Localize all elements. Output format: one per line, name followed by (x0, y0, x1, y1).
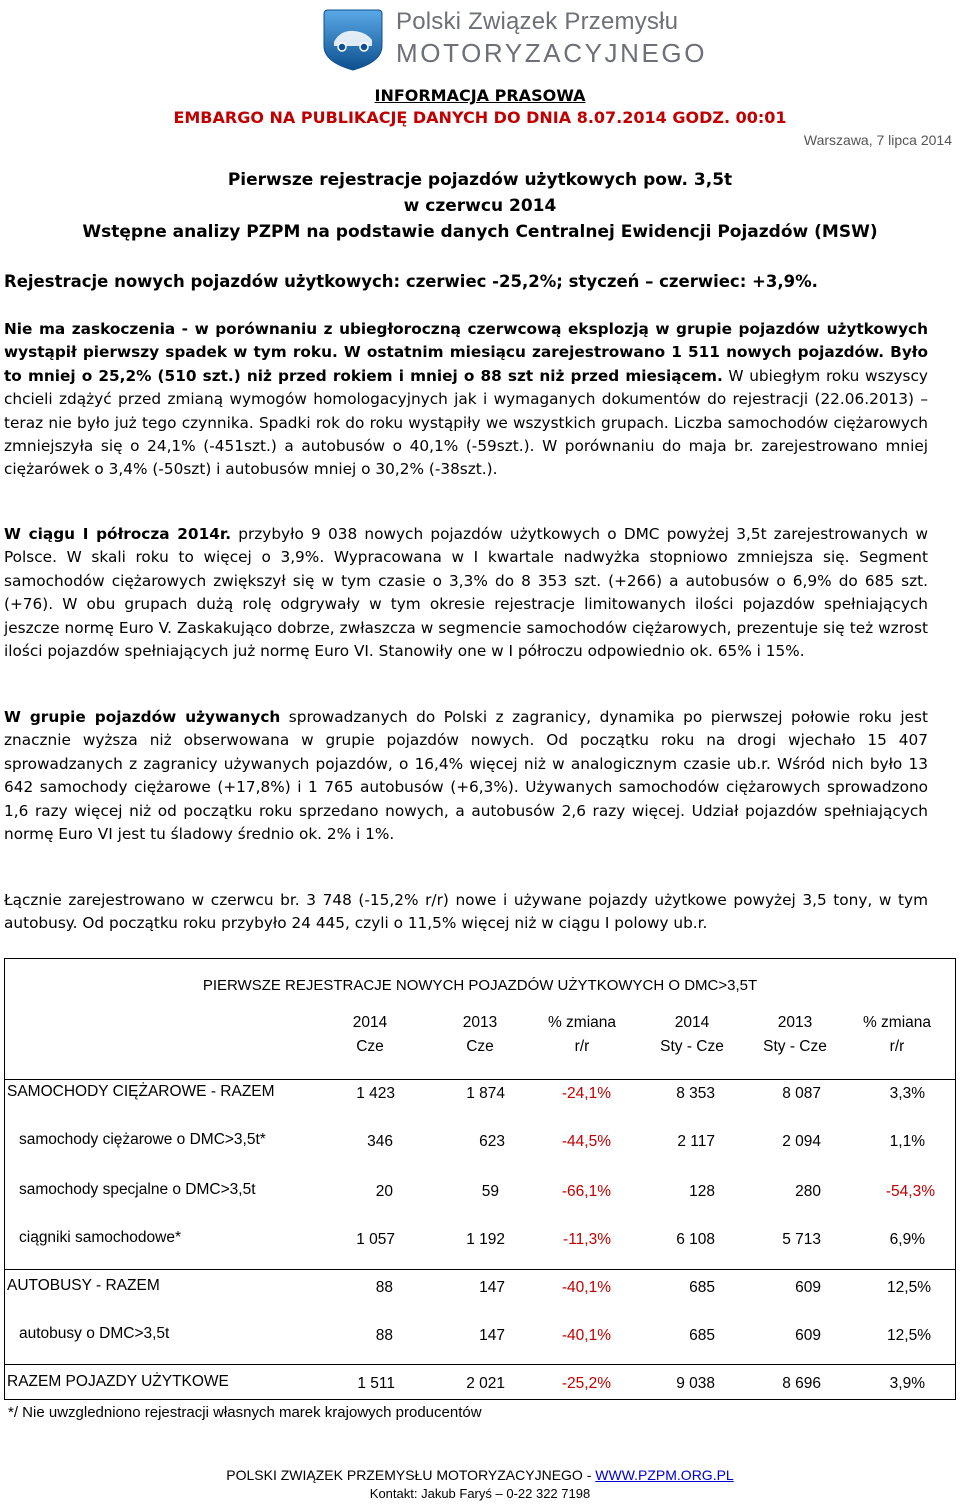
table-cell: -25,2% (561, 1375, 611, 1392)
table-cell: 2 021 (466, 1375, 505, 1392)
title-line1: Pierwsze rejestracje pojazdów użytkowych pow. 3,5t (227, 170, 733, 190)
table-cell: -40,1% (561, 1279, 611, 1296)
row-label: SAMOCHODY CIĘŻAROWE - RAZEM (7, 1083, 275, 1100)
paragraph-june (4, 318, 928, 482)
table-cell: 20 (375, 1183, 393, 1200)
footer-contact: Kontakt: Jakub Faryś – 0-22 322 7198 (369, 1486, 591, 1501)
title-line3: Wstępne analizy PZPM na podstawie danych Centralnej Ewidencji Pojazdów (MSW) (82, 222, 878, 242)
table-cell: 147 (479, 1327, 505, 1344)
car-logo-icon (320, 4, 386, 74)
table-footnote: */ Nie uwzgledniono rejestracji własnych marek krajowych producentów (8, 1404, 482, 1421)
paragraph-june-bold: Nie ma zaskoczenia - w porównaniu z ubiegłoroczną czerwcową eksplozją w grupie pojazdów użytkowych wystąpił pierwszy spadek w tym roku. W ostatnim miesiącu zarejestrowano 1 511 nowych pojazdów. Było to mniej o 25,2% (510 szt.) niż przed rokiem i mniej o 88 szt niż przed miesiącem. (4, 320, 928, 385)
logo-line1: Polski Związek Przemysłu (396, 8, 679, 35)
table-cell: 609 (795, 1327, 821, 1344)
footer-website-link[interactable]: WWW.PZPM.ORG.PL (595, 1467, 734, 1483)
paragraph-half-year-text: przybyło 9 038 nowych pojazdów użytkowych o DMC powyżej 3,5t zarejestrowanych w Polsce. W skali roku to więcej o 3,9%. Wypracowana w I kwartale nadwyżka stopniowo zmniejsza się. Segment samochodów ciężarowych zwiększył się w tym czasie o 3,3% do 8 353 szt. (+266) a autobusów o 6,9% do 685 szt. (+76). W obu grupach dużą rolę odgrywały w tym okresie rejestracje limitowanych ilości pojazdów spełniających jeszcze normę Euro V. Zaskakująco dobrze, zwłaszcza w segmencie samochodów ciężarowych, prezentuje się też wzrost ilości pojazdów spełniających już normę Euro VI. Stanowiły one w I półroczu odpowiednio ok. 65% i 15%. (4, 525, 928, 661)
table-cell: 88 (375, 1327, 393, 1344)
table-cell: -44,5% (561, 1133, 611, 1150)
table-cell: 685 (689, 1327, 715, 1344)
table-cell: 3,9% (889, 1375, 925, 1392)
paragraph-used-vehicles (4, 706, 928, 846)
table-cell: 1 057 (356, 1231, 395, 1248)
row-label: RAZEM POJAZDY UŻYTKOWE (7, 1373, 229, 1390)
row-label: AUTOBUSY - RAZEM (7, 1277, 160, 1294)
row-separator (5, 1269, 955, 1270)
table-cell: 9 038 (676, 1375, 715, 1392)
table-cell: 128 (689, 1183, 715, 1200)
paragraph-used-text: sprowadzanych do Polski z zagranicy, dynamika po pierwszej połowie roku jest znacznie wyższa niż obserwowana w grupie pojazdów nowych. Od początku roku na drogi wjechało 15 407 sprowadzanych z zagranicy używanych pojazdów, o 16,4% więcej niż w analogicznym czasie ub.r. Wśród nich było 13 642 samochody ciężarowe (+17,8%) i 1 765 autobusów (+6,3%). Używanych samochodów ciężarowych sprowadzono 1,6 razy więcej niż od początku roku sprzedano nowych, a autobusów 2,6 razy więcej. Udział pojazdów spełniających normę Euro VI jest tu śladowy średnio ok. 2% i 1%. (4, 708, 929, 844)
table-cell: 8 353 (676, 1085, 715, 1102)
row-separator (5, 1079, 955, 1080)
table-cell: 2 094 (782, 1133, 821, 1150)
table-cell: -54,3% (885, 1183, 935, 1200)
col-header-2014-cze: 2014 Cze (352, 1014, 388, 1055)
row-label: autobusy o DMC>3,5t (19, 1325, 170, 1342)
table-cell: 88 (375, 1279, 393, 1296)
registrations-table (4, 958, 956, 1400)
table-cell: -11,3% (563, 1231, 611, 1248)
table-cell: -24,1% (561, 1085, 611, 1102)
table-cell: 2 117 (677, 1133, 715, 1150)
press-release-label: INFORMACJA PRASOWA (374, 86, 586, 105)
pzpm-logo (320, 4, 708, 74)
release-date: Warszawa, 7 lipca 2014 (803, 132, 952, 148)
footer-org-name: POLSKI ZWIĄZEK PRZEMYSŁU MOTORYZACYJNEGO - (226, 1467, 596, 1483)
table-cell: 685 (689, 1279, 715, 1296)
table-cell: 6 108 (676, 1231, 715, 1248)
col-header-2013-cze: 2013 Cze (462, 1014, 498, 1055)
paragraph-used-bold: W grupie pojazdów używanych (4, 708, 281, 726)
table-cell: 1 192 (466, 1231, 505, 1248)
row-label: ciągniki samochodowe* (19, 1229, 181, 1246)
table-cell: 6,9% (889, 1231, 925, 1248)
table-cell: 3,3% (889, 1085, 925, 1102)
row-label: samochody ciężarowe o DMC>3,5t* (19, 1131, 266, 1148)
table-cell: 280 (795, 1183, 821, 1200)
table-cell: 1 511 (357, 1375, 395, 1392)
logo-line2: MOTORYZACYJNEGO (396, 38, 708, 68)
row-label: samochody specjalne o DMC>3,5t (19, 1181, 256, 1198)
table-cell: 1 874 (466, 1085, 505, 1102)
title-line2: w czerwcu 2014 (403, 196, 557, 216)
table-title: PIERWSZE REJESTRACJE NOWYCH POJAZDÓW UŻYTKOWYCH O DMC>3,5T (202, 977, 758, 994)
col-header-2014-ytd: 2014 Sty - Cze (660, 1014, 724, 1055)
table-cell: 59 (481, 1183, 499, 1200)
table-cell: 346 (367, 1133, 393, 1150)
table-cell: 609 (795, 1279, 821, 1296)
row-separator (5, 1364, 955, 1365)
col-header-2013-ytd: 2013 Sty - Cze (763, 1014, 827, 1055)
lead-summary: Rejestracje nowych pojazdów użytkowych: czerwiec -25,2%; styczeń – czerwiec: +3,9%. (4, 272, 818, 291)
table-cell: -40,1% (561, 1327, 611, 1344)
table-cell: 5 713 (782, 1231, 821, 1248)
embargo-notice: EMBARGO NA PUBLIKACJĘ DANYCH DO DNIA 8.07.2014 GODZ. 00:01 (173, 108, 787, 127)
table-cell: 12,5% (887, 1327, 931, 1344)
table-cell: 147 (479, 1279, 505, 1296)
col-header-change-ytd: % zmiana r/r (862, 1014, 932, 1055)
table-cell: 1,1% (889, 1133, 925, 1150)
footer-org (0, 1467, 960, 1483)
paragraph-half-year (4, 523, 928, 663)
table-cell: 12,5% (887, 1279, 931, 1296)
table-cell: 8 696 (782, 1375, 821, 1392)
paragraph-half-year-bold: W ciągu I półrocza 2014r. (4, 525, 232, 543)
table-cell: 1 423 (356, 1085, 395, 1102)
table-cell: -66,1% (561, 1183, 611, 1200)
col-header-change-month: % zmiana r/r (547, 1014, 617, 1055)
table-cell: 8 087 (782, 1085, 821, 1102)
table-cell: 623 (479, 1133, 505, 1150)
paragraph-total: Łącznie zarejestrowano w czerwcu br. 3 748 (-15,2% r/r) nowe i używane pojazdy użytkowe powyżej 3,5 tony, w tym autobusy. Od początku roku przybyło 24 445, czyli o 11,5% więcej niż w ciągu I polowy ub.r. (4, 891, 928, 933)
paragraph-june-text: W ubiegłym roku wszyscy chcieli zdążyć przed zmianą wymogów homologacyjnych jak i wymaganych dokumentów do rejestracji (22.06.2013) – teraz nie było już tego czynnika. Spadki rok do roku wystąpiły we wszystkich grupach. Liczba samochodów ciężarowych zmniejszyła się o 24,1% (-451szt.) a autobusów o 40,1% (-59szt.). W porównaniu do maja br. zarejestrowano mniej ciężarówek o 3,4% (-50szt) i autobusów mniej o 30,2% (-38szt.). (4, 366, 928, 479)
